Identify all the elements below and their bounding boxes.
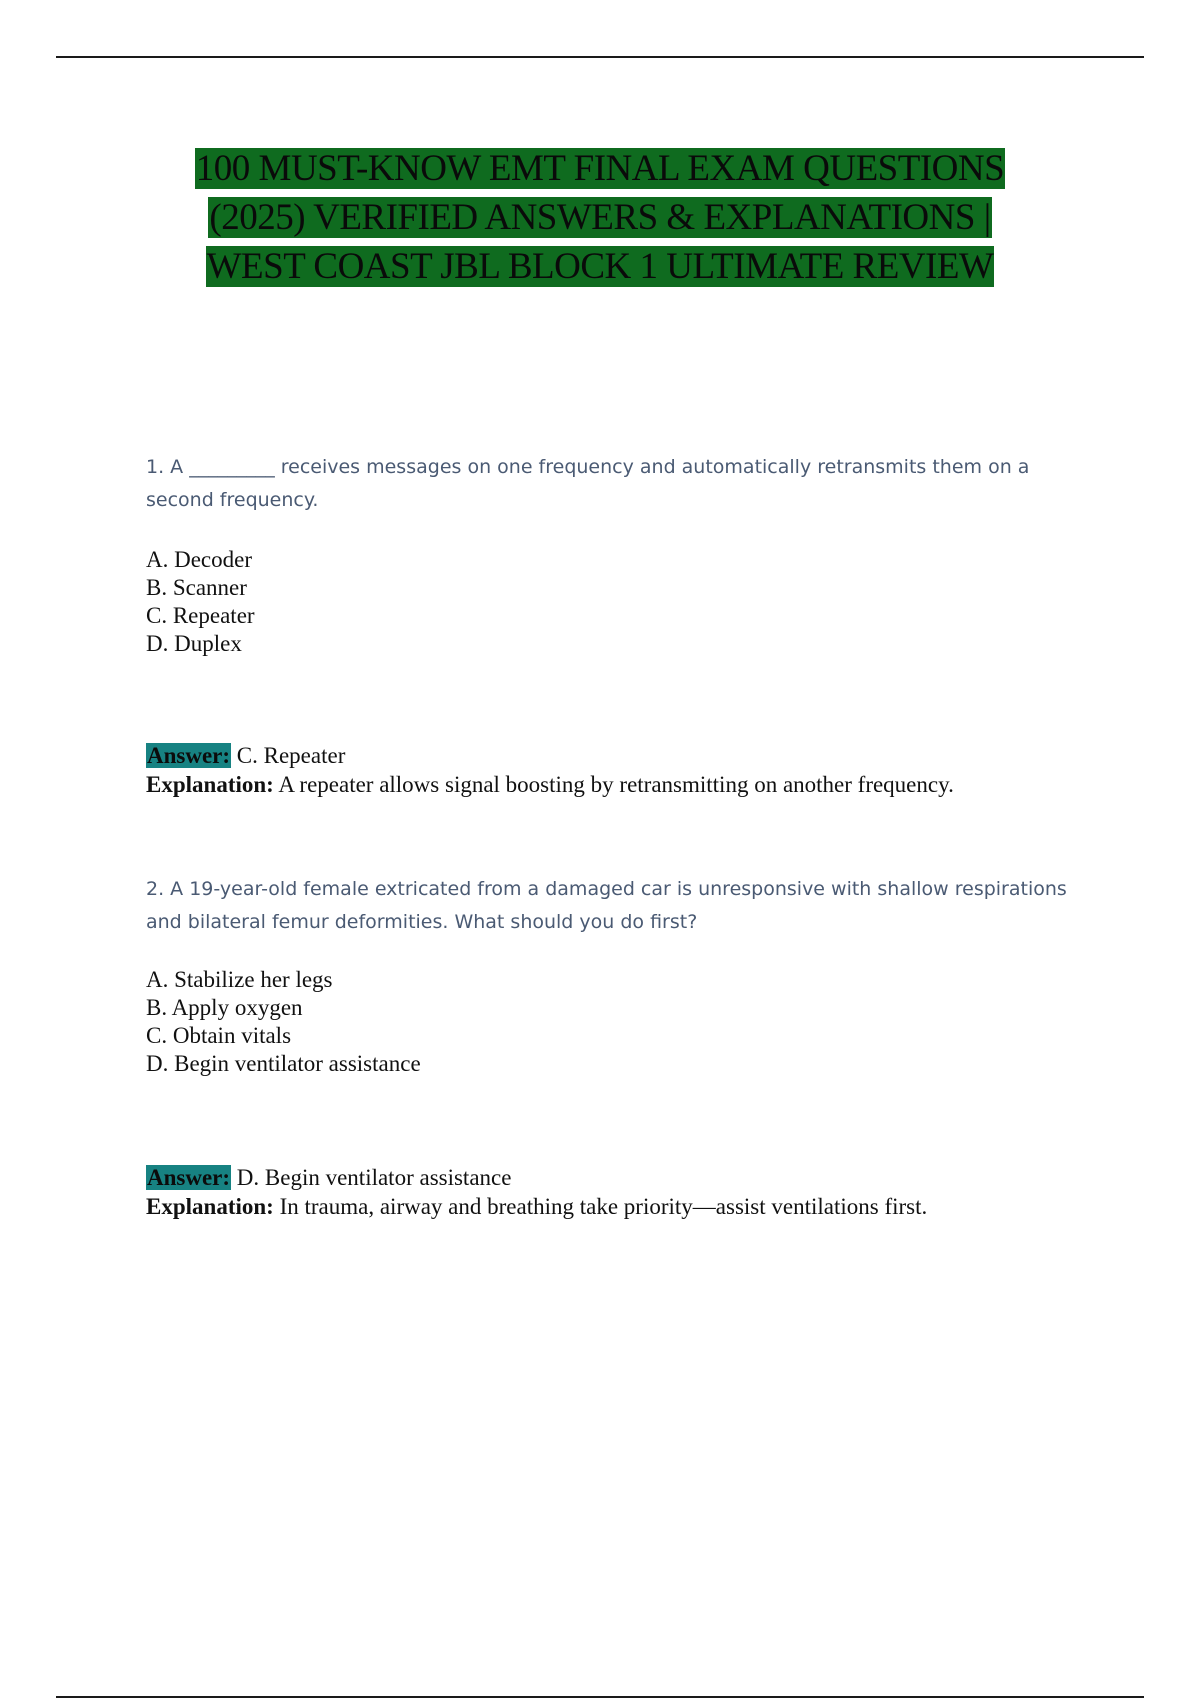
question-2-options xyxy=(146,966,421,1078)
answer-label: Answer: xyxy=(147,1165,231,1190)
option: D. Duplex xyxy=(146,631,242,656)
option: C. Repeater xyxy=(146,603,255,628)
option: B. Apply oxygen xyxy=(146,995,303,1020)
title-line-2: (2025) VERIFIED ANSWERS & EXPLANATIONS | xyxy=(209,197,991,238)
option: A. Decoder xyxy=(146,547,253,572)
question-1-text: 1. A _________ receives messages on one frequency and automatically retransmits them on a second frequency. xyxy=(146,456,1030,511)
option: C. Obtain vitals xyxy=(146,1023,292,1048)
answer-value: D. Begin ventilator assistance xyxy=(236,1165,512,1190)
option: A. Stabilize her legs xyxy=(146,967,333,992)
top-rule xyxy=(56,56,1144,58)
answer-label: Answer: xyxy=(147,743,231,768)
question-1-answer-block xyxy=(146,741,1146,799)
option: B. Scanner xyxy=(146,575,247,600)
question-2-answer-block xyxy=(146,1163,1146,1221)
question-1-options xyxy=(146,546,255,658)
explanation-label: Explanation: xyxy=(146,772,274,797)
page-title xyxy=(0,144,1200,291)
explanation-text: A repeater allows signal boosting by retransmitting on another frequency. xyxy=(278,772,954,797)
question-2-text: 2. A 19-year-old female extricated from a damaged car is unresponsive with shallow respirations and bilateral femur deformities. What should you do first? xyxy=(146,878,1067,933)
title-line-3: WEST COAST JBL BLOCK 1 ULTIMATE REVIEW xyxy=(206,246,994,287)
title-line-1: 100 MUST-KNOW EMT FINAL EXAM QUESTIONS xyxy=(195,148,1005,189)
bottom-rule xyxy=(56,1696,1144,1698)
option: D. Begin ventilator assistance xyxy=(146,1051,421,1076)
explanation-text: In trauma, airway and breathing take priority—assist ventilations first. xyxy=(279,1194,928,1219)
question-1 xyxy=(146,451,1086,517)
question-2 xyxy=(146,873,1086,939)
answer-value: C. Repeater xyxy=(236,743,346,768)
explanation-label: Explanation: xyxy=(146,1194,274,1219)
